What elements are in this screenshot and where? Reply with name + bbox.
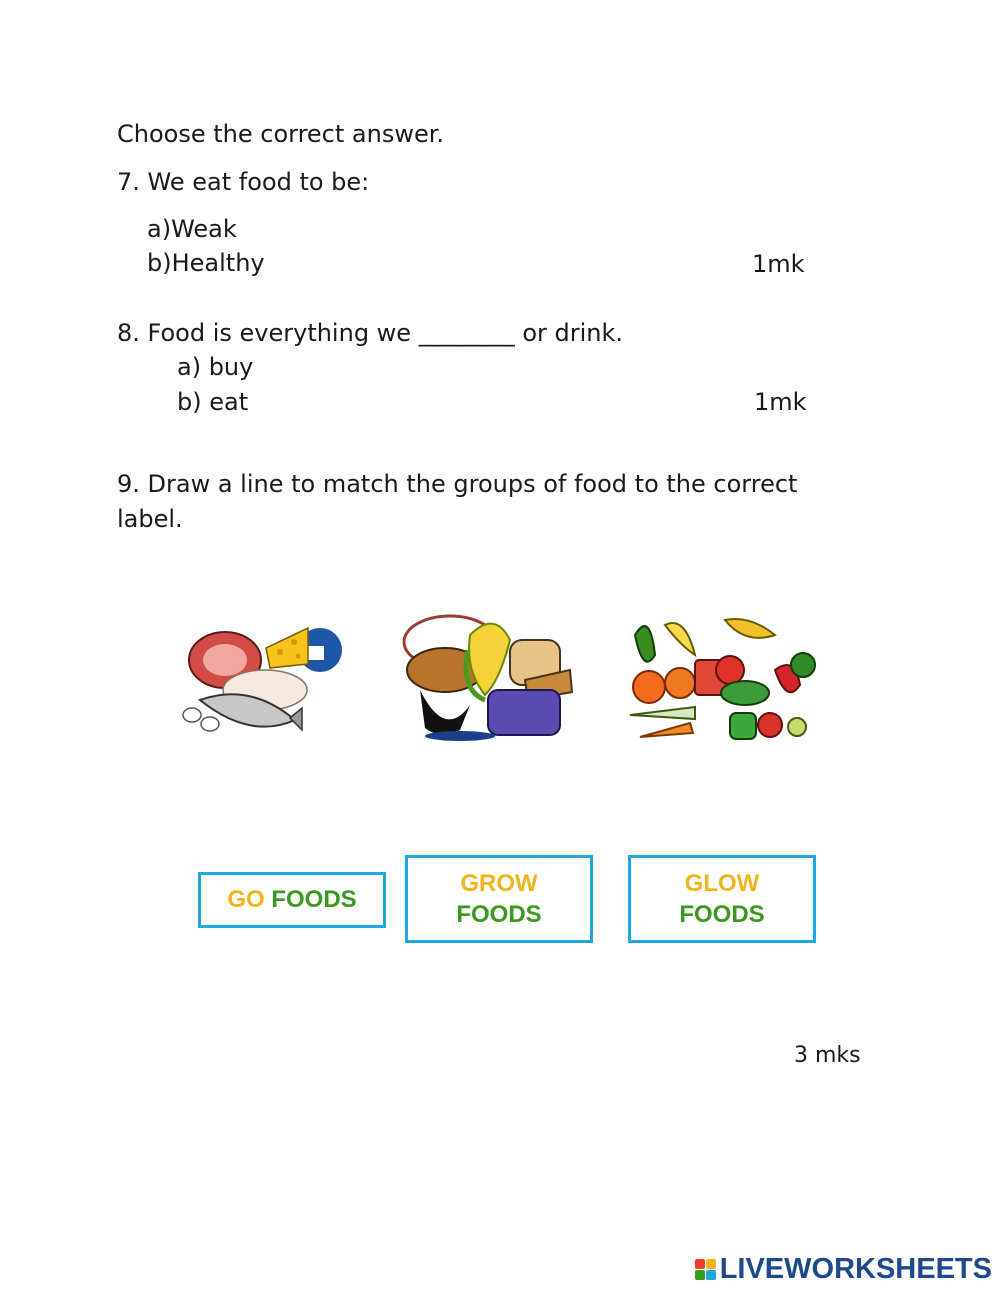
grow-foods-label[interactable] xyxy=(405,855,593,943)
leek-icon xyxy=(630,707,695,719)
tomato-icon xyxy=(716,656,744,684)
orange-icon xyxy=(633,671,665,703)
q7-option-a[interactable] xyxy=(147,214,237,244)
q8-marks: 1mk xyxy=(754,388,807,416)
go-foods-label[interactable] xyxy=(198,872,386,928)
q9-question-line1: 9. Draw a line to match the groups of food to the correct xyxy=(117,470,798,498)
banana-icon xyxy=(665,623,695,655)
liveworksheets-logo xyxy=(695,1253,992,1286)
cereal-box-icon xyxy=(488,690,560,735)
glow-foods-word1: GLOW xyxy=(684,870,760,897)
brand-logo-icon xyxy=(695,1259,716,1280)
q7-option-a-letter: a) xyxy=(147,215,172,243)
q8-question: 8. Food is everything we ________ or drink. xyxy=(117,319,624,347)
q7-marks: 1mk xyxy=(752,250,805,278)
instructions-text: Choose the correct answer. xyxy=(117,120,445,148)
q7-option-a-text: Weak xyxy=(171,215,237,243)
pepper-icon xyxy=(730,713,756,739)
carrot-icon xyxy=(640,723,693,737)
go-foods-word2: FOODS xyxy=(271,886,357,913)
grow-foods-word2: FOODS xyxy=(456,901,542,928)
broccoli-icon xyxy=(791,653,815,677)
q7-question: 7. We eat food to be: xyxy=(117,168,370,196)
q7-option-b-letter: b) xyxy=(147,249,172,277)
q7-option-b-text: Healthy xyxy=(171,249,265,277)
go-foods-word1: GO xyxy=(227,886,265,913)
glow-foods-word2: FOODS xyxy=(679,901,765,928)
q7-option-b[interactable] xyxy=(147,248,265,278)
grain-foods-picture[interactable] xyxy=(400,610,580,745)
q9-question-line2: label. xyxy=(117,505,183,533)
leafy-greens-icon xyxy=(635,626,655,662)
egg-icon xyxy=(183,708,201,722)
grow-foods-word1: GROW xyxy=(460,870,538,897)
cheese-icon xyxy=(266,628,308,668)
q8-option-a[interactable]: a) buy xyxy=(177,353,254,381)
q9-marks: 3 mks xyxy=(794,1043,861,1068)
glow-foods-label[interactable] xyxy=(628,855,816,943)
protein-foods-picture[interactable] xyxy=(180,620,345,745)
cucumber-icon xyxy=(721,681,769,705)
fruits-vegetables-picture[interactable] xyxy=(625,615,820,745)
q8-option-b[interactable]: b) eat xyxy=(177,388,249,416)
brand-text: LIVEWORKSHEETS xyxy=(719,1253,992,1285)
